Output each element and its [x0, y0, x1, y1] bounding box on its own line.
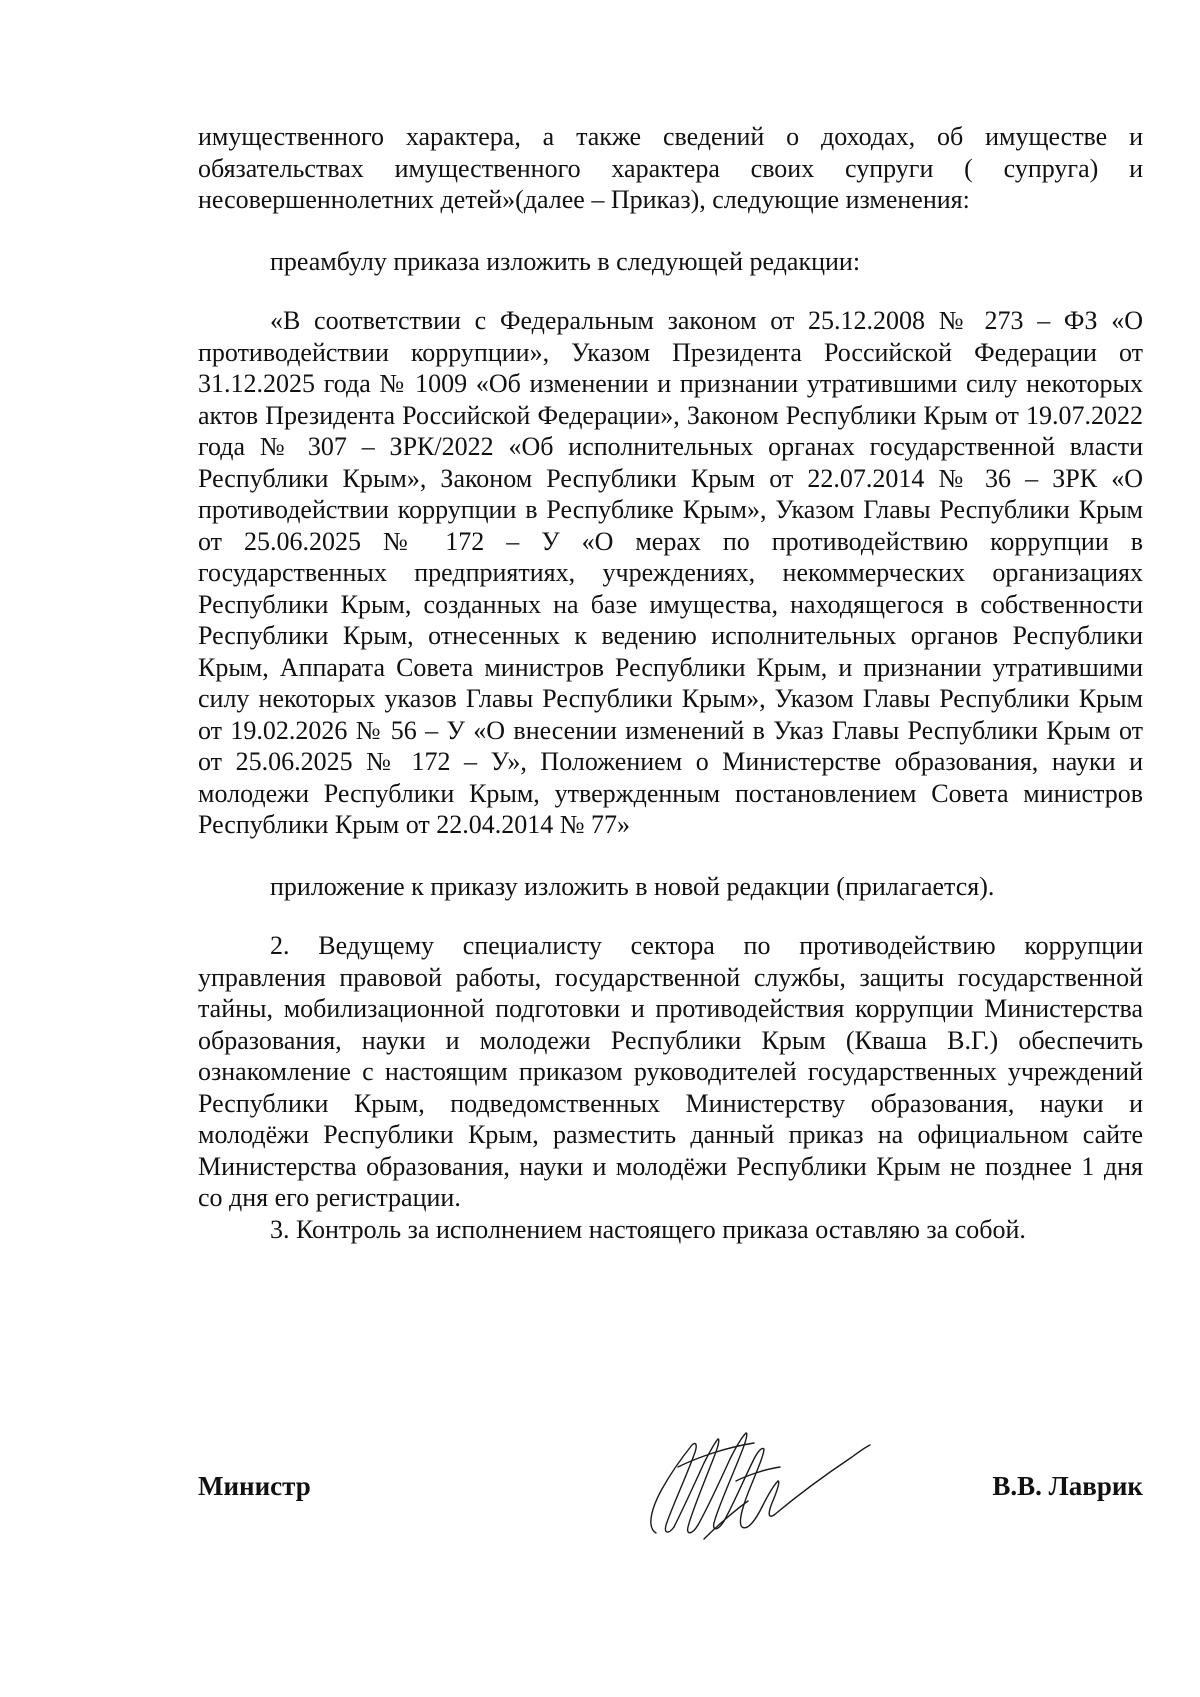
paragraph-appendix-instruction: приложение к приказу изложить в новой редакции (прилагается). [270, 871, 995, 901]
handwritten-signature [638, 1415, 878, 1545]
signatory-title: Министр [198, 1471, 311, 1501]
signatory-name: В.В. Лаврик [992, 1471, 1143, 1501]
paragraph-intro-continuation: имущественного характера, а также сведений о доходах, об имуществе и обязательствах имущественного характера своих супруги ( супруга) и несовершеннолетних детей»(далее – Приказ), следующие изменения: [198, 122, 1143, 214]
paragraph-preamble-instruction: преамбулу приказа изложить в следующей редакции: [270, 246, 861, 276]
paragraph-item-3: 3. Контроль за исполнением настоящего приказа оставляю за собой. [270, 1214, 1026, 1244]
paragraph-item-2: 2. Ведущему специалисту сектора по противодействию коррупции управления правовой работы, государственной службы, защиты государственной тайны, мобилизационной подготовки и противодействия коррупции Министерства образования, науки и молодежи Республики Крым (Кваша В.Г.) обеспечить ознакомление с настоящим приказом руководителей государственных учреждений Республики Крым, подведомственных Министерству образования, науки и молодёжи Республики Крым, разместить данный приказ на официальном сайте Министерства образования, науки и молодёжи Республики Крым не позднее 1 дня со дня его регистрации. [198, 931, 1143, 1212]
paragraph-new-preamble: «В соответствии с Федеральным законом от 25.12.2008 № 273 – ФЗ «О противодействии коррупции», Указом Президента Российской Федерации от 31.12.2025 года № 1009 «Об изменении и признании утратившими силу некоторых актов Президента Российской Федерации», Законом Республики Крым от 19.07.2022 года № 307 – ЗРК/2022 «Об исполнительных органах государственной власти Республики Крым», Законом Республики Крым от 22.07.2014 № 36 – ЗРК «О противодействии коррупции в Республике Крым», Указом Главы Республики Крым от 25.06.2025 № 172 – У «О мерах по противодействию коррупции в государственных предприятиях, учреждениях, некоммерческих организациях Республики Крым, созданных на базе имущества, находящегося в собственности Республики Крым, отнесенных к ведению исполнительных органов Республики Крым, Аппарата Совета министров Республики Крым, и признании утратившими силу некоторых указов Главы Республики Крым», Указом Главы Республики Крым от 19.02.2026 № 56 – У «О внесении изменений в Указ Главы Республики Крым от от 25.06.2025 № 172 – У», Положением о Министерстве образования, науки и молодежи Республики Крым, утвержденным постановлением Совета министров Республики Крым от 22.04.2014 № 77» [198, 306, 1143, 839]
signature-block [198, 1415, 1143, 1545]
document-body [198, 121, 1143, 1245]
